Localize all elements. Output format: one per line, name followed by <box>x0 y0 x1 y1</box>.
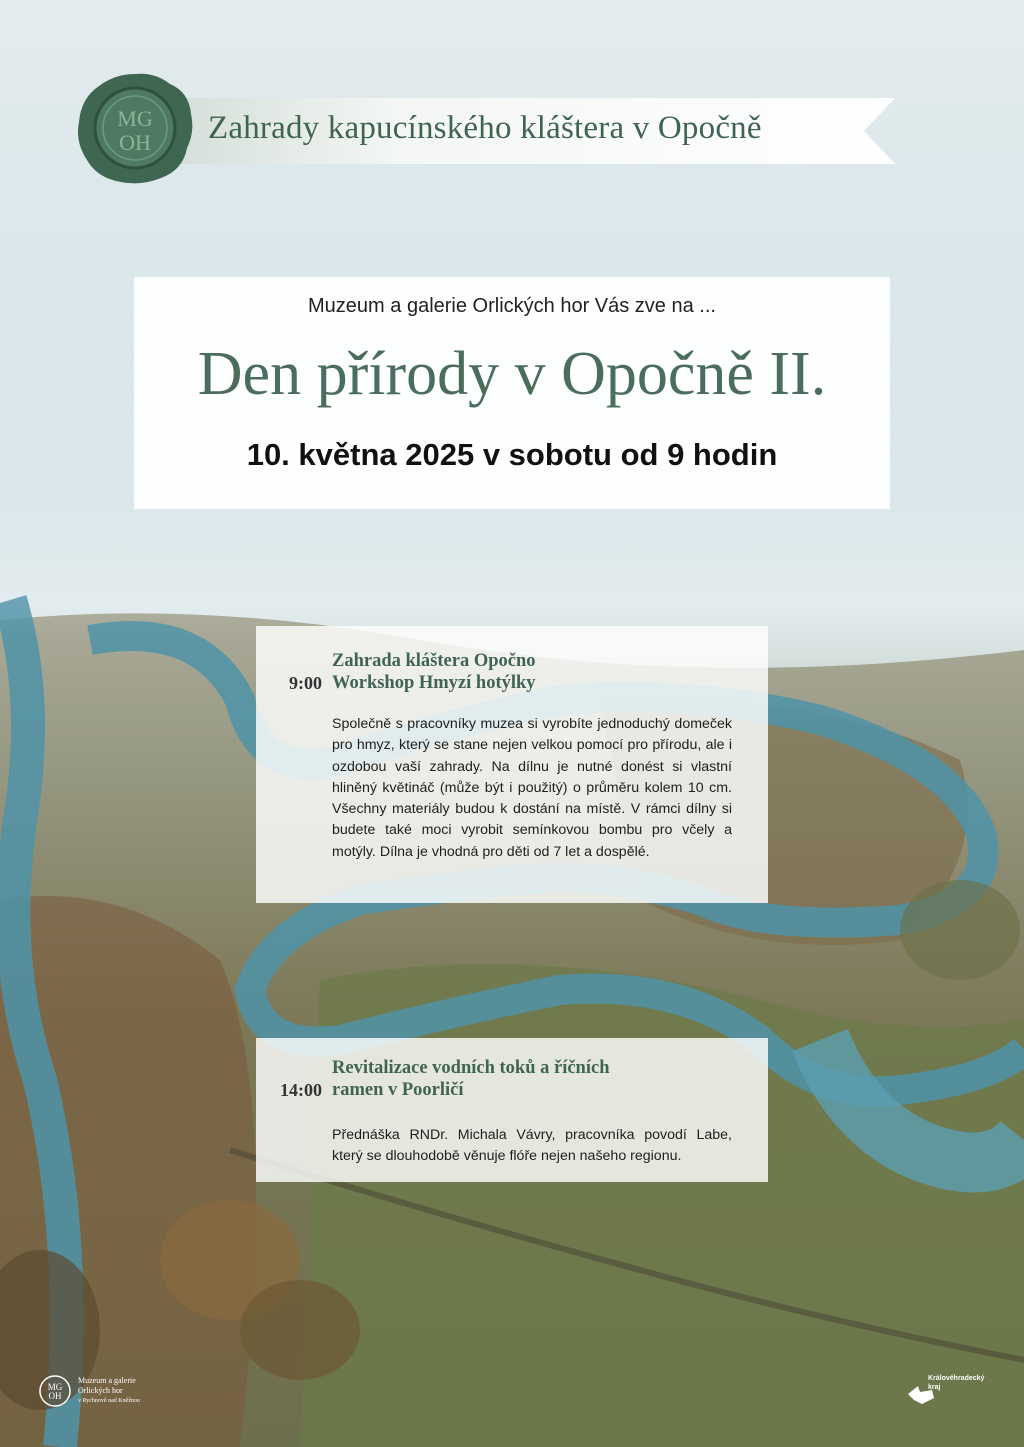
event-header-box <box>134 277 890 509</box>
program-time: 9:00 <box>289 673 322 693</box>
region-logo <box>906 1374 1006 1414</box>
event-date: 10. května 2025 v sobotu od 9 hodin <box>246 437 778 472</box>
program-heading <box>332 1057 752 1101</box>
svg-text:OH: OH <box>48 1391 62 1401</box>
museum-footer-line: Muzeum a galerie <box>78 1376 136 1385</box>
svg-text:MG: MG <box>47 1382 63 1392</box>
program-heading-line: Workshop Hmyzí hotýlky <box>332 673 536 693</box>
event-title: Den přírody v Opočně II. <box>197 340 827 408</box>
program-description: Přednáška RNDr. Michala Vávry, pracovníka povodí Labe, který se dlouhodobě věnuje flóře nejen našeho regionu. <box>332 1127 732 1165</box>
program-heading <box>332 650 752 694</box>
region-name-line: kraj <box>928 1384 941 1391</box>
invitation-text: Muzeum a galerie Orlických hor Vás zve na ... <box>308 295 716 317</box>
svg-text:OH: OH <box>119 130 151 155</box>
museum-seal-icon <box>38 1374 72 1408</box>
garden-title: Zahrady kapucínského kláštera v Opočně <box>208 110 762 146</box>
museum-footer-line: Orlických hor <box>78 1386 123 1395</box>
museum-footer-name <box>78 1376 140 1406</box>
region-name-line: Královéhradecký <box>928 1375 985 1382</box>
program-time: 14:00 <box>280 1080 322 1100</box>
program-card-lecture <box>256 1038 768 1182</box>
program-heading-line: Revitalizace vodních toků a říčních <box>332 1058 610 1078</box>
program-card-workshop <box>256 626 768 903</box>
program-heading-line: ramen v Poorličí <box>332 1080 464 1100</box>
program-heading-line: Zahrada kláštera Opočno <box>332 651 536 671</box>
museum-footer-line: v Rychnově nad Kněžnou <box>78 1398 140 1404</box>
program-description: Společně s pracovníky muzea si vyrobíte jednoduchý domeček pro hmyz, který se stane nejen velkou pomocí pro přírodu, ale i ozdobou vaší zahrady. Na dílnu je nutné donést si vlastní hliněný květináč (může být i použitý) o průměru kolem 10 cm. Všechny materiály budou k dostání na místě. V rámci dílny si budete také moci vyrobit semínkovou bombu pro včely a motýly. Dílna je vhodná pro děti od 7 let a dospělé. <box>332 716 732 860</box>
wax-seal-logo <box>75 70 195 186</box>
svg-text:MG: MG <box>117 106 153 131</box>
region-name <box>928 1374 984 1392</box>
museum-footer-logo <box>38 1374 158 1410</box>
